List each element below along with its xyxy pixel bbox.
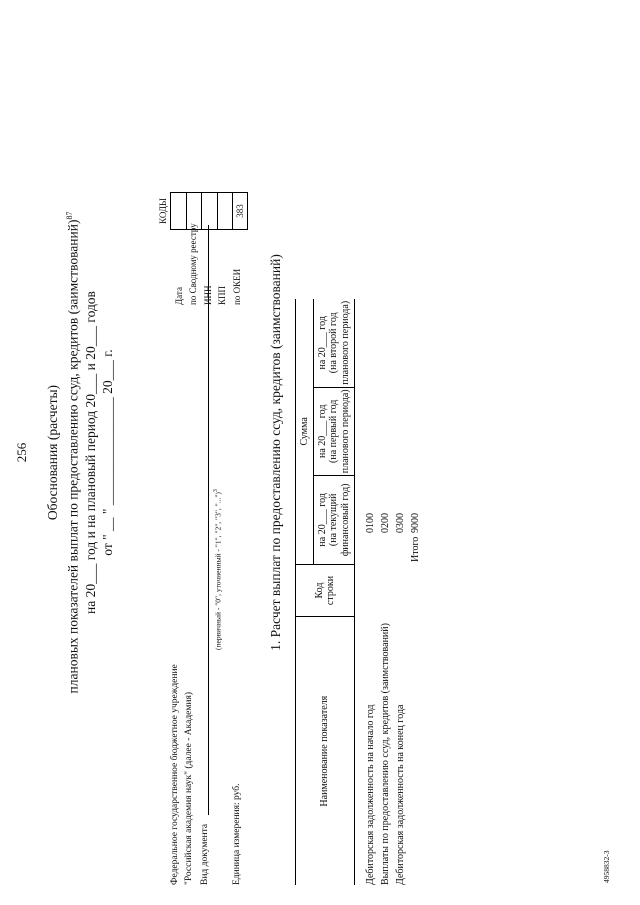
row-name: Дебиторская задолженность на конец года bbox=[395, 704, 406, 885]
table-row bbox=[393, 299, 408, 885]
codes-label-okei: по ОКЕИ bbox=[231, 268, 242, 305]
col-code-header bbox=[296, 564, 355, 617]
col-first-line3: планового периода) bbox=[339, 389, 351, 474]
col-current-year bbox=[314, 476, 355, 565]
title-line-2 bbox=[61, 0, 82, 905]
codes-label-inn: ИНН bbox=[202, 285, 213, 305]
doc-type-hint bbox=[213, 489, 223, 650]
code-kpp-cell bbox=[217, 193, 232, 230]
col-second-year bbox=[314, 299, 355, 387]
col-current-line2: (на текущий bbox=[328, 493, 340, 547]
codes-table bbox=[156, 192, 248, 230]
row-name: Дебиторская задолженность на начало год bbox=[365, 704, 376, 885]
col-code-line2: строки bbox=[325, 575, 336, 606]
row-name: Выплаты по предоставлению ссуд, кредитов (заимствований) bbox=[380, 623, 391, 885]
main-table-header bbox=[295, 299, 355, 885]
document-title bbox=[44, 0, 116, 905]
doc-type-hint-sup: 3 bbox=[213, 489, 219, 493]
table-row bbox=[378, 299, 393, 885]
row-code: 0300 bbox=[395, 513, 406, 533]
code-okei-cell: 383 bbox=[232, 193, 247, 230]
codes-labels bbox=[172, 223, 244, 305]
codes-label-date: Дата bbox=[174, 287, 184, 305]
col-name-header bbox=[296, 617, 355, 885]
codes-label-registry: по Сводному реестру bbox=[188, 223, 199, 305]
doc-type-label: Вид документа bbox=[200, 823, 210, 885]
org-name-line1: Федеральное государственное бюджетное учреждение bbox=[170, 664, 180, 885]
total-label: Итого bbox=[410, 536, 421, 562]
code-date-cell bbox=[171, 193, 186, 230]
title-line-3: на 20___ год и на плановый период 20___ и 20___ годов bbox=[82, 291, 98, 614]
org-name-line2: "Российская академия наук" (далее - Академия) bbox=[184, 691, 194, 885]
title-line-2-text: плановых показателей выплат по предоставлению ссуд, кредитов (заимствований) bbox=[65, 219, 81, 694]
page-number: 256 bbox=[14, 442, 29, 463]
col-current-line1: на 20___ год bbox=[316, 493, 328, 547]
table-body bbox=[363, 299, 423, 885]
code-registry-cell bbox=[186, 193, 201, 230]
title-footnote: 87 bbox=[65, 211, 74, 220]
col-second-line2: (на второй год bbox=[328, 312, 340, 374]
col-code-line1: Код bbox=[313, 582, 325, 599]
doc-type-underline bbox=[208, 225, 209, 815]
col-first-line1: на 20___ год bbox=[316, 404, 328, 459]
col-current-line3: финансовый год) bbox=[339, 483, 351, 557]
unit-label: Единица измерения: руб. bbox=[232, 783, 242, 885]
row-code: 0100 bbox=[365, 513, 376, 533]
code-inn-cell bbox=[202, 193, 217, 230]
section-title: 1. Расчет выплат по предоставлению ссуд, кредитов (заимствований) bbox=[268, 254, 283, 651]
col-name-text: Наименование показателя bbox=[319, 695, 331, 807]
row-code: 0200 bbox=[380, 513, 391, 533]
document-id: 4958832-3 bbox=[602, 850, 611, 883]
codes-label-kpp: КПП bbox=[217, 285, 228, 305]
total-code: 9000 bbox=[410, 513, 421, 533]
sum-header: Сумма bbox=[296, 299, 314, 564]
col-second-line3: планового периода) bbox=[339, 300, 351, 385]
col-second-line1: на 20___ год bbox=[316, 316, 328, 370]
total-row bbox=[408, 299, 423, 885]
col-first-line2: (на первый год bbox=[328, 399, 340, 463]
doc-type-hint-text: (первичный - "0", уточненный - "1", "2", "3", "...") bbox=[213, 492, 223, 650]
title-line-1: Обоснования (расчеты) bbox=[45, 384, 60, 521]
title-line-4: от " __ " ________________ 20___ г. bbox=[99, 349, 115, 556]
table-row bbox=[363, 299, 378, 885]
codes-header: КОДЫ bbox=[156, 193, 171, 230]
col-first-year bbox=[314, 387, 355, 475]
